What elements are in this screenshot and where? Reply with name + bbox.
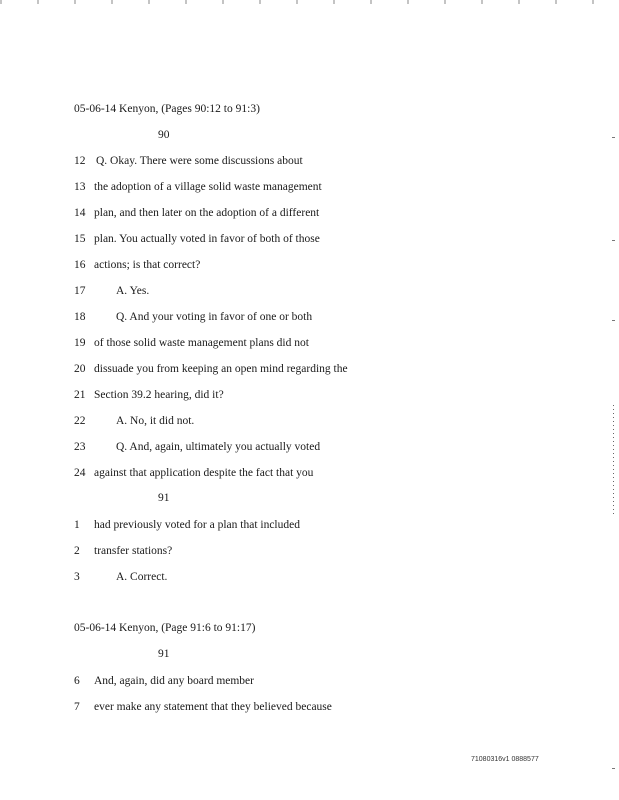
transcript-line-13 [74,180,322,194]
line-number: 23 [74,441,86,453]
line-number: 20 [74,363,86,375]
line-text: Section 39.2 hearing, did it? [94,389,224,401]
line-number: 21 [74,389,86,401]
line-number: 12 [74,155,86,167]
line-text: had previously voted for a plan that included [94,519,300,531]
transcript-line-23 [74,440,320,454]
transcript-line-18 [74,310,312,324]
line-number: 2 [74,545,80,557]
transcript-line-6 [74,674,254,688]
line-text: transfer stations? [94,545,173,557]
line-text: plan, and then later on the adoption of a different [94,207,320,219]
transcript-line-3 [74,570,167,584]
transcript-line-16 [74,258,200,272]
margin-tick [612,240,615,241]
line-number: 18 [74,311,86,323]
line-number: 1 [74,519,80,531]
transcript-line-19 [74,336,309,350]
line-number: 19 [74,337,86,349]
line-text: actions; is that correct? [94,259,201,271]
line-text: Q. Okay. There were some discussions about [96,155,303,167]
page-number-91: 91 [158,492,170,504]
transcript-line-20 [74,362,348,376]
excerpt-header-1: 05-06-14 Kenyon, (Pages 90:12 to 91:3) [74,103,260,115]
excerpt-header-2: 05-06-14 Kenyon, (Page 91:6 to 91:17) [74,622,256,634]
line-text: plan. You actually voted in favor of both of those [94,233,320,245]
line-text: And, again, did any board member [94,675,254,687]
margin-tick [612,768,615,769]
margin-tick [612,137,615,138]
line-text: A. No, it did not. [116,415,195,427]
line-text: A. Correct. [116,571,168,583]
transcript-line-7 [74,700,332,714]
transcript-line-22 [74,414,194,428]
line-number: 15 [74,233,86,245]
line-number: 7 [74,701,80,713]
transcript-line-12 [74,154,303,168]
page-number-91-b: 91 [158,648,170,660]
line-number: 16 [74,259,86,271]
line-number: 24 [74,467,86,479]
line-number: 17 [74,285,86,297]
line-number: 22 [74,415,86,427]
line-text: dissuade you from keeping an open mind regarding the [94,363,348,375]
transcript-line-2 [74,544,172,558]
transcript-line-14 [74,206,319,220]
line-number: 3 [74,571,80,583]
margin-dotted-mark [613,405,614,515]
line-text: the adoption of a village solid waste management [94,181,322,193]
line-number: 13 [74,181,86,193]
line-text: A. Yes. [116,285,150,297]
line-text: against that application despite the fact that you [94,467,314,479]
line-text: Q. And your voting in favor of one or both [116,311,313,323]
page-number-90: 90 [158,129,170,141]
transcript-line-15 [74,232,320,246]
transcript-line-21 [74,388,224,402]
transcript-line-17 [74,284,149,298]
margin-tick [612,320,615,321]
transcript-line-24 [74,466,313,480]
transcript-line-1 [74,518,300,532]
line-text: of those solid waste management plans did not [94,337,309,349]
line-text: Q. And, again, ultimately you actually voted [116,441,321,453]
document-id: 71080316v1 0888577 [471,756,539,763]
line-number: 6 [74,675,80,687]
line-text: ever make any statement that they believed because [94,701,332,713]
scan-artifact-top [0,0,619,4]
line-number: 14 [74,207,86,219]
